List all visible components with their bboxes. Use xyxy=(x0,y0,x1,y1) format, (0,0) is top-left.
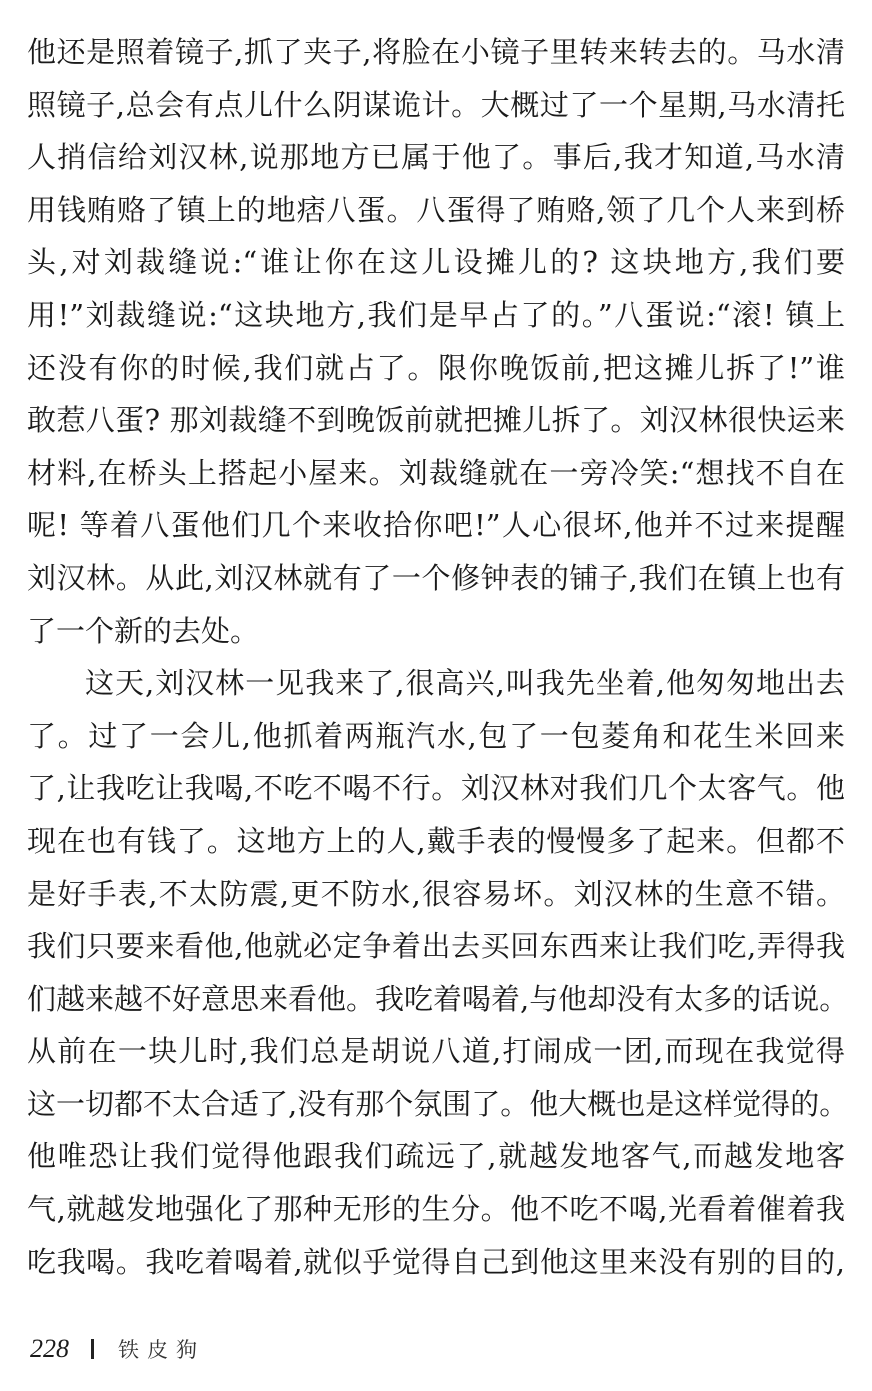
text-line: 材料,在桥头上搭起小屋来。刘裁缝就在一旁冷笑:“想找不自在 xyxy=(27,455,845,490)
text-line: 还没有你的时候,我们就占了。限你晚饭前,把这摊儿拆了!”谁 xyxy=(27,350,845,385)
text-line: 这天,刘汉林一见我来了,很高兴,叫我先坐着,他匆匆地出去 xyxy=(85,666,845,701)
text-line: 了一个新的去处。 xyxy=(27,613,260,648)
text-line: 他唯恐让我们觉得他跟我们疏远了,就越发地客气,而越发地客 xyxy=(27,1139,845,1174)
text-line: 呢! 等着八蛋他们几个来收拾你吧!”人心很坏,他并不过来提醒 xyxy=(27,508,845,543)
text-line: 人捎信给刘汉林,说那地方已属于他了。事后,我才知道,马水清 xyxy=(27,140,845,175)
text-line: 照镜子,总会有点儿什么阴谋诡计。大概过了一个星期,马水清托 xyxy=(27,87,845,122)
text-line: 气,就越发地强化了那种无形的生分。他不吃不喝,光看着催着我 xyxy=(27,1192,845,1227)
text-line: 了。过了一会儿,他抓着两瓶汽水,包了一包菱角和花生米回来 xyxy=(27,718,845,753)
text-line: 们越来越不好意思来看他。我吃着喝着,与他却没有太多的话说。 xyxy=(27,981,849,1016)
text-line: 用!”刘裁缝说:“这块地方,我们是早占了的。”八蛋说:“滚! 镇上 xyxy=(27,297,845,332)
text-line: 头,对刘裁缝说:“谁让你在这儿设摊儿的? 这块地方,我们要 xyxy=(27,245,845,280)
footer-divider xyxy=(91,1339,94,1359)
text-line: 刘汉林。从此,刘汉林就有了一个修钟表的铺子,我们在镇上也有 xyxy=(27,560,845,595)
text-line: 了,让我吃让我喝,不吃不喝不行。刘汉林对我们几个太客气。他 xyxy=(27,771,845,806)
text-line: 这一切都不太合适了,没有那个氛围了。他大概也是这样觉得的。 xyxy=(27,1086,849,1121)
text-line: 从前在一块儿时,我们总是胡说八道,打闹成一团,而现在我觉得 xyxy=(27,1034,845,1069)
text-line: 吃我喝。我吃着喝着,就似乎觉得自己到他这里来没有别的目的, xyxy=(27,1244,845,1279)
body-text xyxy=(27,26,849,1288)
text-line: 用钱贿赂了镇上的地痞八蛋。八蛋得了贿赂,领了几个人来到桥 xyxy=(27,192,845,227)
text-line: 我们只要来看他,他就必定争着出去买回东西来让我们吃,弄得我 xyxy=(27,929,845,964)
text-line: 他还是照着镜子,抓了夹子,将脸在小镜子里转来转去的。马水清 xyxy=(27,35,845,69)
book-title: 铁皮狗 xyxy=(118,1338,205,1362)
text-line: 是好手表,不太防震,更不防水,很容易坏。刘汉林的生意不错。 xyxy=(27,876,845,911)
text-line: 现在也有钱了。这地方上的人,戴手表的慢慢多了起来。但都不 xyxy=(27,823,845,858)
text-line: 敢惹八蛋? 那刘裁缝不到晚饭前就把摊儿拆了。刘汉林很快运来 xyxy=(27,403,845,438)
page-number: 228 xyxy=(30,1334,69,1363)
page-footer xyxy=(30,1334,205,1364)
